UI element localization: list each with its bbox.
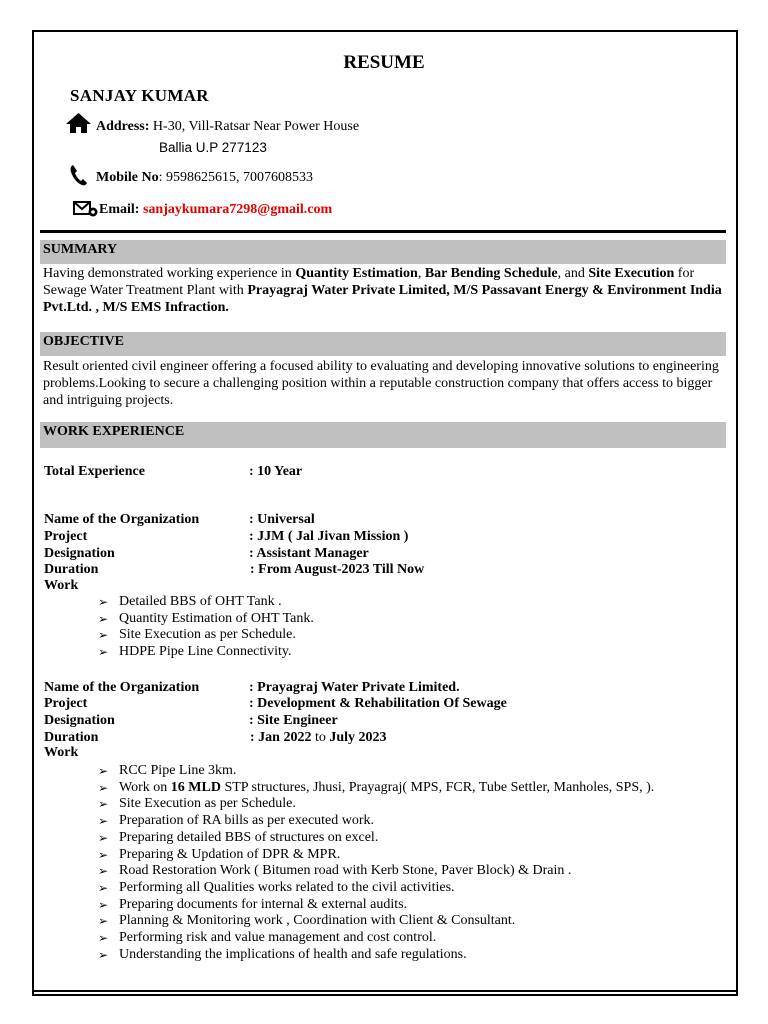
- arrow-bullet-icon: ➢: [98, 611, 109, 626]
- project-label: Project: [44, 696, 88, 711]
- designation-value: : Assistant Manager: [249, 546, 369, 561]
- job-2-org: [44, 679, 460, 696]
- candidate-name: SANJAY KUMAR: [70, 86, 209, 105]
- summary-heading: SUMMARY: [40, 240, 726, 264]
- job-2-designation: [44, 712, 338, 729]
- arrow-bullet-icon: ➢: [98, 645, 109, 660]
- arrow-bullet-icon: ➢: [98, 814, 109, 829]
- summary-bold: Prayagraj Water Private Limited, M/S Passavant Energy & Environment India Pvt.Ltd. , M/S EMS Infraction.: [43, 283, 722, 315]
- org-label: Name of the Organization: [44, 680, 200, 695]
- list-item-text: Preparation of RA bills as per executed work.: [119, 813, 375, 829]
- arrow-bullet-icon: ➢: [98, 595, 109, 609]
- summary-text-part: Having demonstrated working experience in: [43, 266, 296, 281]
- duration-to: to: [311, 730, 330, 745]
- arrow-bullet-icon: ➢: [98, 880, 109, 895]
- arrow-bullet-icon: ➢: [98, 897, 109, 912]
- job-1-project: [44, 528, 408, 545]
- resume-title: RESUME: [343, 52, 425, 73]
- list-item-text: Performing risk and value management and cost control.: [119, 930, 437, 946]
- list-item-text: RCC Pipe Line 3km.: [119, 763, 237, 778]
- list-item: [98, 947, 654, 964]
- arrow-bullet-icon: ➢: [98, 764, 109, 778]
- duration-end: July 2023: [329, 730, 387, 745]
- summary-text-part: for Sewage Water Treatment Plant with: [43, 266, 695, 298]
- list-item-text: Site Execution as per Schedule.: [119, 796, 296, 812]
- arrow-bullet-icon: ➢: [98, 847, 109, 862]
- address-line: [96, 119, 359, 135]
- arrow-bullet-icon: ➢: [98, 931, 109, 946]
- list-item-text: Detailed BBS of OHT Tank .: [119, 594, 282, 609]
- header-divider: [40, 230, 726, 233]
- arrow-bullet-icon: ➢: [98, 914, 109, 929]
- job-1-duration: [44, 561, 424, 578]
- job-2-work-label: Work: [44, 745, 79, 760]
- org-label: Name of the Organization: [44, 512, 200, 527]
- org-value: : Universal: [249, 512, 315, 527]
- duration-value: : From August-2023 Till Now: [250, 562, 425, 577]
- job-1-org: [44, 511, 315, 528]
- summary-bold: Bar Bending Schedule: [424, 266, 558, 281]
- total-experience-value: : 10 Year: [249, 464, 303, 479]
- summary-text: [43, 265, 723, 316]
- list-item: [98, 897, 654, 914]
- list-item-text: Preparing detailed BBS of structures on excel.: [119, 829, 379, 845]
- email-label: Email:: [99, 202, 140, 217]
- list-item: [98, 913, 654, 930]
- arrow-bullet-icon: ➢: [98, 830, 109, 845]
- duration-start: : Jan 2022: [250, 730, 312, 745]
- job-1-designation: [44, 545, 369, 562]
- designation-value: : Site Engineer: [249, 713, 338, 728]
- job-1-work-label: Work: [44, 578, 79, 593]
- list-item-text: HDPE Pipe Line Connectivity.: [119, 644, 292, 660]
- address-line1: H-30, Vill-Ratsar Near Power House: [149, 119, 360, 134]
- summary-text-part: ,: [417, 266, 425, 281]
- email-icon: [73, 201, 99, 217]
- list-item: [98, 830, 654, 847]
- duration-label: Duration: [44, 562, 99, 577]
- total-experience-row: [44, 463, 302, 480]
- arrow-bullet-icon: ➢: [98, 864, 109, 879]
- list-item: [98, 763, 654, 780]
- list-item: [98, 930, 654, 947]
- address-label: Address:: [96, 119, 150, 134]
- list-item-text: Work on: [119, 779, 171, 795]
- list-item: [98, 813, 654, 830]
- list-item: [98, 863, 654, 880]
- list-item-text: Road Restoration Work ( Bitumen road with Kerb Stone, Paver Block) & Drain .: [119, 863, 572, 879]
- list-item: [98, 780, 654, 797]
- list-item-text: Site Execution as per Schedule.: [119, 627, 296, 643]
- list-item-text: Preparing & Updation of DPR & MPR.: [119, 846, 341, 862]
- list-item: [98, 644, 314, 661]
- project-value: : Development & Rehabilitation Of Sewage: [249, 696, 507, 711]
- list-item-text: STP structures, Jhusi, Prayagraj( MPS, FCR, Tube Settler, Manholes, SPS, ).: [220, 779, 655, 795]
- list-item: [98, 627, 314, 644]
- job-2-duration: [44, 729, 387, 746]
- email-link[interactable]: sanjaykumara7298@gmail.com: [142, 202, 333, 217]
- objective-text: Result oriented civil engineer offering a focused ability to evaluating and developing innovative solutions to engineering problems.Looking to secure a challenging position within a reputable construction company that offers access to bigger and intriguing projects.: [43, 359, 719, 408]
- list-item-text: Performing all Qualities works related to the civil activities.: [119, 879, 455, 895]
- project-value: : JJM ( Jal Jivan Mission ): [249, 529, 409, 544]
- mobile-value: : 9598625615, 7007608533: [158, 170, 313, 185]
- arrow-bullet-icon: ➢: [98, 947, 109, 962]
- list-item-bold: 16 MLD: [170, 779, 221, 795]
- arrow-bullet-icon: ➢: [98, 780, 109, 795]
- email-line: [99, 202, 332, 218]
- arrow-bullet-icon: ➢: [98, 628, 109, 643]
- arrow-bullet-icon: ➢: [98, 797, 109, 812]
- total-experience-label: Total Experience: [44, 464, 145, 479]
- page-border-bottom: [32, 990, 738, 992]
- job-1-work-list: [98, 594, 314, 661]
- list-item-text: Preparing documents for internal & external audits.: [119, 896, 408, 912]
- designation-label: Designation: [44, 713, 115, 728]
- org-value: : Prayagraj Water Private Limited.: [249, 680, 460, 695]
- address-line2: Ballia U.P 277123: [159, 140, 267, 155]
- list-item: [98, 847, 654, 864]
- job-2-project: [44, 695, 507, 712]
- duration-label: Duration: [44, 730, 99, 745]
- list-item-text: Quantity Estimation of OHT Tank.: [119, 610, 314, 626]
- summary-text-part: , and: [557, 266, 589, 281]
- mobile-label: Mobile No: [96, 170, 159, 185]
- project-label: Project: [44, 529, 88, 544]
- designation-label: Designation: [44, 546, 115, 561]
- list-item: [98, 611, 314, 628]
- list-item-text: Planning & Monitoring work , Coordination with Client & Consultant.: [119, 913, 516, 929]
- job-2-work-list: [98, 763, 654, 963]
- phone-icon: [70, 164, 88, 186]
- list-item-text: Understanding the implications of health and safe regulations.: [119, 946, 467, 962]
- list-item: [98, 796, 654, 813]
- summary-bold: Quantity Estimation: [295, 266, 418, 281]
- objective-heading: OBJECTIVE: [40, 332, 726, 356]
- summary-bold: Site Execution: [588, 266, 675, 281]
- work-experience-heading: WORK EXPERIENCE: [40, 422, 726, 448]
- list-item: [98, 594, 314, 611]
- mobile-line: [96, 170, 313, 186]
- home-icon: [65, 112, 92, 134]
- list-item: [98, 880, 654, 897]
